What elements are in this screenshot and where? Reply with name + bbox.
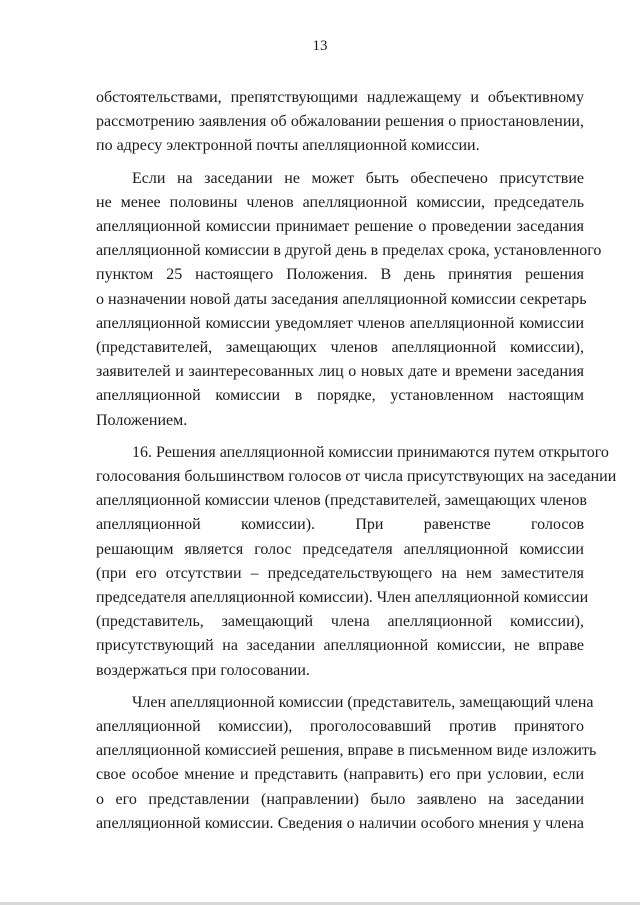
text-line: о назначении новой даты заседания апелляционной комиссии секретарь [96, 290, 587, 308]
text-line: голосования большинством голосов от числа присутствующих на заседании [96, 468, 617, 486]
text-line: решающим является голос председателя апелляционной комиссии [96, 540, 584, 558]
text-line: председателя апелляционной комиссии). Член апелляционной комиссии [96, 589, 589, 607]
paragraph-3 [96, 441, 617, 683]
text-line: воздержаться при голосовании. [96, 661, 310, 679]
text-line: (представителей, замещающих членов апелляционной комиссии), [96, 339, 584, 357]
text-line: 16. Решения апелляционной комиссии принимаются путем открытого [132, 443, 609, 461]
text-line: заявителей и заинтересованных лиц о новых дате и времени заседания [96, 363, 584, 381]
text-line: свое особое мнение и представить (направить) его при условии, если [96, 766, 584, 784]
text-line: присутствующий на заседании апелляционной комиссии, не вправе [96, 637, 584, 655]
text-line: апелляционной комиссии членов (представителей, замещающих членов [96, 492, 587, 510]
text-line: (при его отсутствии – председательствующего на нем заместителя [96, 564, 584, 582]
text-line: пунктом 25 настоящего Положения. В день принятия решения [96, 266, 584, 284]
text-line: о его представлении (направлении) было заявлено на заседании [96, 790, 584, 808]
text-line: апелляционной комиссии). При равенстве голосов [96, 516, 584, 534]
text-line: апелляционной комиссии. Сведения о наличии особого мнения у члена [96, 814, 584, 832]
text-line: по адресу электронной почты апелляционной комиссии. [96, 137, 480, 155]
text-line: Положением. [96, 411, 188, 429]
text-line: апелляционной комиссии принимает решение о проведении заседания [96, 218, 584, 236]
text-line: не менее половины членов апелляционной комиссии, председатель [96, 193, 584, 211]
text-line: обстоятельствами, препятствующими надлежащему и объективному [96, 89, 584, 106]
text-line: Член апелляционной комиссии (представитель, замещающий члена [132, 693, 594, 711]
document-body [96, 86, 617, 836]
paragraph-1 [96, 86, 584, 159]
text-line: апелляционной комиссии), проголосовавший против принятого [96, 718, 584, 736]
text-line: апелляционной комиссии в порядке, установленном настоящим [96, 387, 584, 405]
text-line: Если на заседании не может быть обеспечено присутствие [132, 169, 584, 187]
text-line: (представитель, замещающий члена апелляционной комиссии), [96, 613, 584, 631]
text-line: апелляционной комиссии уведомляет членов апелляционной комиссии [96, 314, 584, 332]
page-number: 13 [312, 38, 328, 54]
paragraph-2 [96, 167, 602, 433]
text-line: рассмотрению заявления об обжаловании решения о приостановлении, [96, 113, 584, 131]
paragraph-4 [96, 691, 597, 836]
text-line: апелляционной комиссии в другой день в пределах срока, установленного [96, 242, 602, 260]
text-line: апелляционной комиссией решения, вправе в письменном виде изложить [96, 742, 597, 760]
